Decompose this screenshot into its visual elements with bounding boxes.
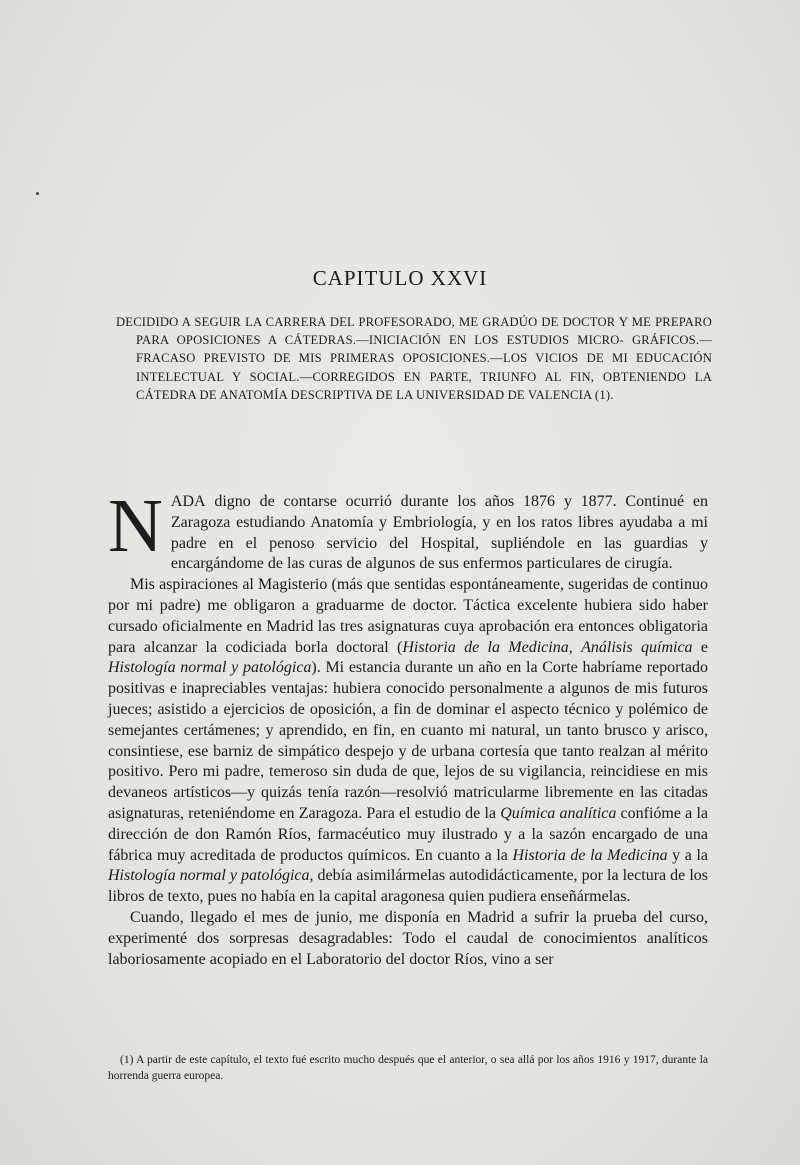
italic-title: Análisis química <box>581 638 693 656</box>
summary-line: VALENCIA (1). <box>527 387 614 402</box>
footnote: (1) A partir de este capítulo, el texto fué escrito mucho después que el anterior, o sea allá por los años 1916 y 1917, durante la horrenda guerra europea. <box>108 1054 708 1082</box>
chapter-summary <box>116 313 712 404</box>
paragraph-text: digno de contarse ocurrió durante los años 1876 y 1877. Continué en Zaragoza estudiando Anatomía y Embriología, y en los ratos libres ayudaba a mi padre en el penoso servicio del Hospital, supliéndole en las guardias y encargándome de las curas de algunos de sus enfermos particulares de cirugía. <box>170 493 708 573</box>
summary-line: PREPARO PARA OPOSICIONES A CÁTEDRAS.—INICIACIÓN EN LOS ESTUDIOS MICRO- <box>136 315 712 348</box>
italic-title: Historia de la Medicina <box>402 638 569 656</box>
paragraph-2 <box>108 575 708 908</box>
text-run: , <box>568 638 582 656</box>
drop-cap: N <box>108 484 163 568</box>
text-run: ). Mi estancia durante un año en la Corte habríame reportado positivas e inapreciables ventajas: hubiera conocido personalmente a algunos de mis futuros jueces; asistido a ejercicios de oposición, a fin de dominar el aspecto técnico y polémico de semejantes certámenes; y aprendido, en fin, en cuanto mi natural, un tanto brusco y arisco, consintiese, ese barniz de simpático despejo y de urbana cortesía que tanto realzan al mérito positivo. Pero mi padre, temeroso sin duda de que, lejos de su vigilancia, reincidiese en mis devaneos artísticos—y quizás tenía razón—resolvió matricularme libremente en las citadas asignaturas, reteniéndome en Zaragoza. Para el estudio de la <box>108 659 709 822</box>
italic-title: Química analítica <box>500 804 617 822</box>
italic-title: Historia de la Medicina <box>512 846 668 864</box>
italic-title: Histología normal y patológica <box>108 867 310 885</box>
text-run: confióme a la dirección de don Ramón Ríos, farmacéutico muy ilustrado y a la sazón encargado de una fábrica muy acreditada de productos químicos. En cuanto a la <box>108 804 708 864</box>
italic-title: Histología normal y patológica <box>108 659 312 677</box>
summary-line: DECIDIDO A SEGUIR LA CARRERA DEL PROFESORADO, ME GRADÚO DE DOCTOR Y ME <box>116 315 652 329</box>
text-run: e <box>692 638 709 656</box>
summary-line: GRÁFICOS.—FRACASO PREVISTO DE MIS PRIMERAS OPOSICIONES.—LOS VICIOS DE <box>136 333 712 366</box>
speck <box>36 192 39 195</box>
text-run: , debía asimilármelas autodidácticamente, por la lectura de los libros de texto, pues no había en la capital aragonesa quien pudiera enseñármelas. <box>108 867 709 906</box>
lead-in: ADA <box>170 493 206 510</box>
body-text <box>108 484 709 970</box>
paragraph-3: Cuando, llegado el mes de junio, me disponía en Madrid a sufrir la prueba del curso, experimenté dos sorpresas desagradables: Todo el caudal de conocimientos analíticos laboriosamente acopiado en el Laboratorio del doctor Ríos, vino a ser <box>108 908 708 968</box>
chapter-title: CAPITULO XXVI <box>312 266 488 290</box>
text-run: Mis aspiraciones al Magisterio (más que sentidas espontáneamente, sugeridas de continuo por mi padre) me obligaron a graduarme de doctor. Táctica excelente hubiera sido haber cursado oficialmente en Madrid las tres asignaturas cuya aprobación era entonces obligatoria para alcanzar la codiciada borla doctoral ( <box>108 576 708 656</box>
summary-line: OBTENIENDO LA CÁTEDRA DE ANATOMÍA DESCRIPTIVA DE LA UNIVERSIDAD DE <box>136 369 712 402</box>
text-run: y a la <box>667 846 709 864</box>
paragraph-1 <box>108 484 708 575</box>
summary-line: MI EDUCACIÓN INTELECTUAL Y SOCIAL.—CORREGIDOS EN PARTE, TRIUNFO AL FIN, <box>136 351 712 384</box>
